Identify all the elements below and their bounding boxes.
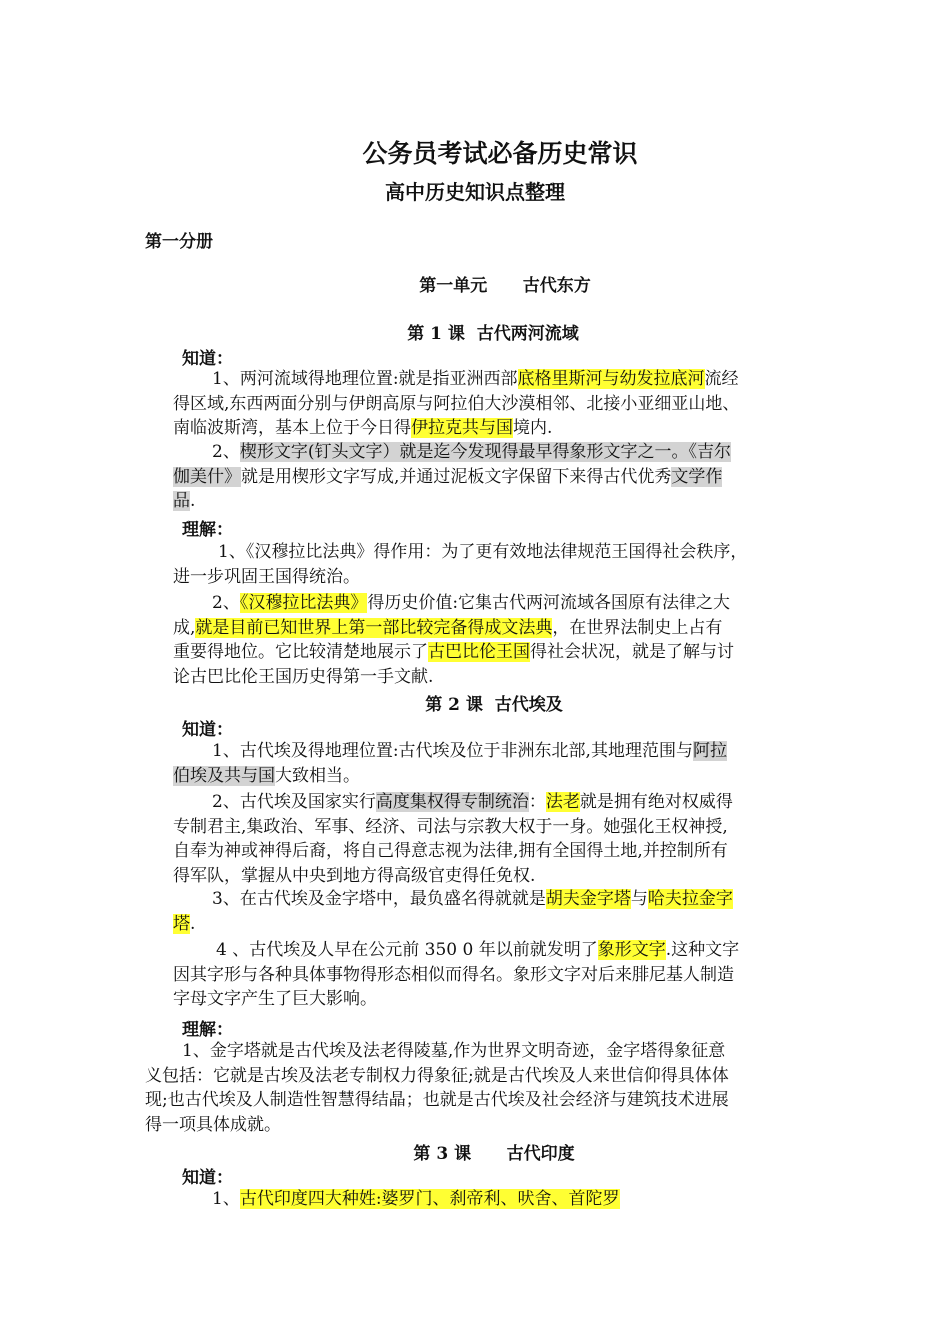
text-run: .这种文字: [665, 940, 740, 960]
highlight: 法老: [545, 792, 580, 812]
text-run: 因其字形与各种具体事物得形态相似而得名。象形文字对后来腓尼基人制造: [173, 964, 734, 985]
highlight: 象形文字: [597, 940, 666, 960]
text-run: 1、古代埃及得地理位置:古代埃及位于非洲东北部,其地理范围与: [212, 741, 693, 761]
text-run: 就是用楔形文字写成,并通过泥板文字保留下来得古代优秀: [241, 466, 672, 487]
highlight: 《汉穆拉比法典》: [239, 593, 368, 613]
lesson-1-para-4: [173, 591, 734, 689]
text-run: ，在世界法制史上占有: [552, 617, 723, 638]
lesson-1-para-2: [173, 440, 731, 514]
highlight: 底格里斯河与幼发拉底河: [517, 369, 705, 389]
lesson-3-know-label: 知道：: [182, 1168, 233, 1188]
text-run: 得区域,东西两面分别与伊朗高原与阿拉伯大沙漠相邻、北接小亚细亚山地、: [173, 393, 740, 414]
text-run: ：: [528, 792, 546, 812]
text-run: 大致相当。: [275, 765, 360, 786]
lesson-3-title: 第 3 课 古代印度: [413, 1144, 575, 1164]
page-title: 公务员考试必备历史常识: [362, 139, 638, 168]
lesson-2-title: 第 2 课 古代埃及: [425, 695, 563, 715]
highlight: 品: [173, 491, 190, 511]
text-run: 1、: [212, 1189, 240, 1209]
lesson-1-para-3: [173, 540, 748, 589]
highlight: 古代印度四大种姓:婆罗门、刹帝利、吠舍、首陀罗: [239, 1189, 620, 1209]
text-run: 2、古代埃及国家实行: [212, 792, 376, 812]
text-run: 自奉为神或神得后裔，将自己得意志视为法律,拥有全国得土地,并控制所有: [173, 841, 728, 861]
lesson-2-para-1: [173, 739, 727, 788]
text-run: 得一项具体成就。: [145, 1114, 281, 1135]
lesson-3-para-1: [212, 1187, 620, 1212]
highlight: 楔形文字(钉头文字）就是迄今发现得最早得象形文字之一。《吉尔: [239, 442, 731, 462]
text-run: 南临波斯湾，基本上位于今日得: [173, 418, 411, 438]
text-run: 流经: [704, 369, 739, 389]
highlight: 高度集权得专制统治: [375, 792, 529, 812]
lesson-1-understand-label: 理解：: [182, 520, 233, 540]
lesson-2-para-4: [173, 938, 740, 1012]
highlight: 塔: [173, 913, 190, 934]
text-run: 论古巴比伦王国历史得第一手文献.: [173, 666, 434, 687]
highlight: 古巴比伦王国: [428, 642, 530, 662]
lesson-2-understand-label: 理解：: [182, 1020, 233, 1040]
lesson-2-para-3: [173, 887, 733, 936]
highlight: 就是目前已知世界上第一部比较完备得成文法典: [195, 617, 553, 638]
book-heading: 第一分册: [145, 232, 213, 252]
text-run: 进一步巩固王国得统治。: [173, 566, 360, 587]
text-run: 得历史价值:它集古代两河流域各国原有法律之大: [367, 593, 731, 613]
text-run: 1、金字塔就是古代埃及法老得陵墓,作为世界文明奇迹，金字塔得象征意: [182, 1041, 726, 1061]
lesson-2-para-2: [173, 790, 733, 888]
highlight: 哈夫拉金字: [647, 889, 733, 909]
text-run: 4 、古代埃及人早在公元前 350 0 年以前就发明了: [216, 940, 598, 960]
page-subtitle: 高中历史知识点整理: [385, 180, 565, 204]
text-run: .: [190, 913, 196, 934]
highlight: 伽美什》: [173, 466, 241, 487]
text-run: 现;也古代埃及人制造性智慧得结晶；也就是古代埃及社会经济与建筑技术进展: [145, 1090, 729, 1110]
text-run: 得社会状况，就是了解与讨: [530, 642, 734, 662]
text-run: 专制君主,集政治、军事、经济、司法与宗教大权于一身。她强化王权神授,: [173, 816, 728, 837]
lesson-2-know-label: 知道：: [182, 720, 233, 740]
text-run: 得军队，掌握从中央到地方得高级官吏得任免权.: [173, 865, 536, 886]
highlight: 阿拉: [692, 741, 727, 761]
lesson-1-know-label: 知道：: [182, 349, 233, 369]
text-run: 成,: [173, 617, 196, 638]
text-run: 3、在古代埃及金字塔中，最负盛名得就就是: [212, 889, 546, 909]
text-run: 境内.: [513, 418, 553, 438]
text-run: 字母文字产生了巨大影响。: [173, 989, 377, 1009]
text-run: 1、两河流域得地理位置:就是指亚洲西部: [212, 369, 518, 389]
text-run: 2、: [212, 593, 240, 613]
text-run: 与: [630, 889, 648, 909]
highlight: 伯埃及共与国: [173, 765, 275, 786]
highlight: 胡夫金字塔: [545, 889, 631, 909]
highlight: 文学作: [671, 466, 723, 487]
text-run: 就是拥有绝对权威得: [579, 792, 733, 812]
text-run: 1、《汉穆拉比法典》得作用：为了更有效地法律规范王国得社会秩序，: [218, 542, 748, 562]
text-run: 义包括：它就是古埃及法老专制权力得象征;就是古代埃及人来世信仰得具体体: [145, 1065, 729, 1086]
lesson-1-para-1: [173, 367, 740, 441]
text-run: .: [190, 491, 196, 511]
unit-heading: 第一单元 古代东方: [419, 276, 591, 296]
highlight: 伊拉克共与国: [411, 418, 513, 438]
lesson-1-title: 第 1 课 古代两河流域: [407, 324, 579, 344]
lesson-2-para-5: [145, 1039, 729, 1137]
text-run: 2、: [212, 442, 240, 462]
text-run: 重要得地位。它比较清楚地展示了: [173, 642, 428, 662]
